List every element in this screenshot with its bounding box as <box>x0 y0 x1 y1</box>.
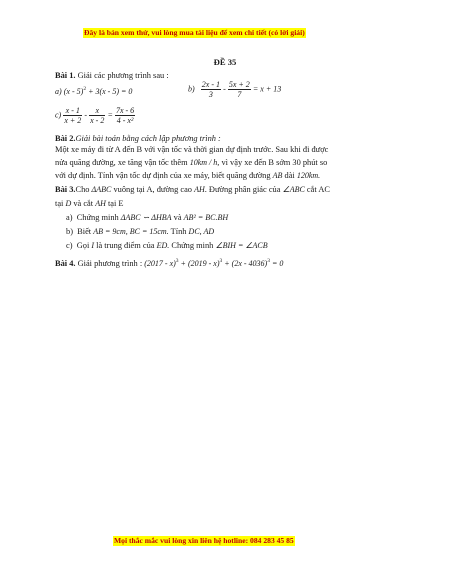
bai4-p2: + (2019 - x) <box>178 259 220 268</box>
bai3-l2b: và cắt <box>71 199 96 208</box>
bai4-p3: + (2x - 4036) <box>222 259 268 268</box>
bai3-a-label: a) <box>66 213 73 222</box>
bai3-b-label: b) <box>66 227 73 236</box>
bai3-b-targets: DC, AD <box>188 227 215 236</box>
bai1-b-minus: - <box>223 84 226 94</box>
bai1-b-frac2-den: 7 <box>237 90 242 99</box>
bai1-c-frac2-num: x <box>89 106 105 116</box>
bai1-a-expr2: + 3(x - 5) = 0 <box>86 87 133 96</box>
bai3-l1a: Cho <box>75 185 92 194</box>
bai2-heading-line <box>55 133 221 144</box>
bai4-rhs: = 0 <box>269 259 284 268</box>
bai2-line2 <box>55 157 327 168</box>
bai3-l1c: . Đường phân giác của <box>204 185 283 194</box>
bai1-b-frac2-num: 5x + 2 <box>228 80 250 89</box>
bai1-a-label: a) <box>55 87 62 96</box>
bai1-c-frac1-num: x - 1 <box>63 106 82 116</box>
bai2-heading: Bài 2. <box>55 134 76 143</box>
bai3-line1 <box>55 184 330 195</box>
bai1-b-rhs: = x + 13 <box>252 84 282 94</box>
bai4-text: Giải phương trình : <box>75 259 145 268</box>
bai3-b-find: Tính <box>168 227 189 236</box>
hotline-footer: Mọi thắc mắc vui lòng xin liên hệ hotline: 084 283 45 85 <box>114 536 294 545</box>
bai2-speed: 10km / h <box>189 158 218 167</box>
exam-title: ĐỀ 35 <box>213 57 237 67</box>
bai1-c-frac1 <box>63 106 82 125</box>
bai2-distance: 120km. <box>296 171 321 180</box>
bai3-d: D <box>65 199 72 208</box>
bai3-a-sim: ΔABC ∽ ΔHBA <box>120 213 172 222</box>
bai4-line <box>55 258 283 269</box>
bai3-part-b <box>66 226 214 237</box>
bai3-angle: ∠ABC <box>282 185 305 194</box>
bai1-text: Giải các phương trình sau : <box>75 71 169 80</box>
bai3-triangle: ΔABC <box>91 185 112 194</box>
bai1-b-frac1-num: 2x - 1 <box>201 80 220 89</box>
bai1-c-frac3-num: 7x - 6 <box>115 106 135 115</box>
bai1-part-a <box>55 86 132 97</box>
bai2-subtitle: Giải bài toán bằng cách lập phương trình : <box>75 134 221 143</box>
bai2-line1: Một xe máy đi từ A đến B với vận tốc và thời gian dự định trước. Sau khi đi được <box>55 145 329 154</box>
bai3-l2a: tại <box>55 199 66 208</box>
bai3-c-eq: ∠BIH = ∠ACB <box>215 241 268 250</box>
bai4-p1: (2017 - x) <box>144 259 176 268</box>
bai1-a-expr1: (x - 5) <box>63 87 84 96</box>
bai1-heading: Bài 1. <box>55 71 76 80</box>
bai1-b-frac1-den: 3 <box>208 90 213 99</box>
bai3-a-eq: AB² = BC.BH <box>183 213 229 222</box>
bai1-c-frac1-den: x + 2 <box>64 116 82 125</box>
bai1-b-frac1 <box>201 80 221 99</box>
bai3-ah: AH <box>194 185 205 194</box>
preview-banner: Đây là bản xem thử, vui lòng mua tài liệu để xem chi tiết (có lời giải) <box>84 28 305 37</box>
bai2-line3a: với dự định. Tính vận tốc dự định của xe máy, biết quãng đường <box>55 171 273 180</box>
bai3-ah2: AH <box>95 199 106 208</box>
bai1-c-label: c) <box>55 110 62 120</box>
bai1-c-frac3 <box>115 106 135 125</box>
bai3-c-text: Gọi <box>76 241 92 250</box>
bai1-b-label: b) <box>188 84 195 94</box>
bai3-c-label: c) <box>66 241 73 250</box>
bai4-heading: Bài 4. <box>55 259 76 268</box>
bai3-line2 <box>55 198 124 209</box>
bai3-a-and: và <box>171 213 184 222</box>
bai1-c-eq: = <box>107 110 113 120</box>
bai3-a-text: Chứng minh <box>76 213 121 222</box>
bai3-l1d: cắt AC <box>304 185 330 194</box>
bai3-c-mid: là trung điểm của <box>94 241 157 250</box>
bai4-e3: 3 <box>267 258 270 264</box>
bai3-c-i: I <box>91 241 95 250</box>
bai4-e2: 3 <box>219 258 223 264</box>
bai1-part-c <box>55 106 135 125</box>
bai3-l2c: tại E <box>105 199 124 208</box>
bai1-c-frac2-den: x - 2 <box>90 116 105 125</box>
bai4-e1: 3 <box>175 258 179 264</box>
bai3-c-ed: ED. <box>156 241 170 250</box>
bai3-c-prove: Chứng minh <box>169 241 216 250</box>
bai3-b-vals: AB = 9cm, BC = 15cm. <box>93 227 169 236</box>
bai3-l1b: vuông tại A, đường cao <box>111 185 195 194</box>
bai3-heading: Bài 3. <box>55 185 76 194</box>
bai2-ab: AB <box>272 171 283 180</box>
bai2-line2b: , vì vậy xe đến B sớm 30 phút so <box>217 158 328 167</box>
bai1-c-minus: - <box>84 110 88 120</box>
bai3-part-c <box>66 240 268 251</box>
bai1-b-frac2 <box>228 80 251 99</box>
bai2-line2a: nửa quãng đường, xe tăng vận tốc thêm <box>55 158 190 167</box>
bai1-c-frac2 <box>89 106 105 125</box>
bai1-heading-line <box>55 70 169 81</box>
bai1-part-b <box>188 80 281 99</box>
bai2-line3b: dài <box>282 171 297 180</box>
bai3-part-a <box>66 212 228 223</box>
bai1-c-frac3-den: 4 - x² <box>116 116 134 125</box>
bai1-a-exp: 2 <box>83 86 87 92</box>
bai3-b-text: Biết <box>77 227 94 236</box>
bai2-line3 <box>55 170 320 181</box>
